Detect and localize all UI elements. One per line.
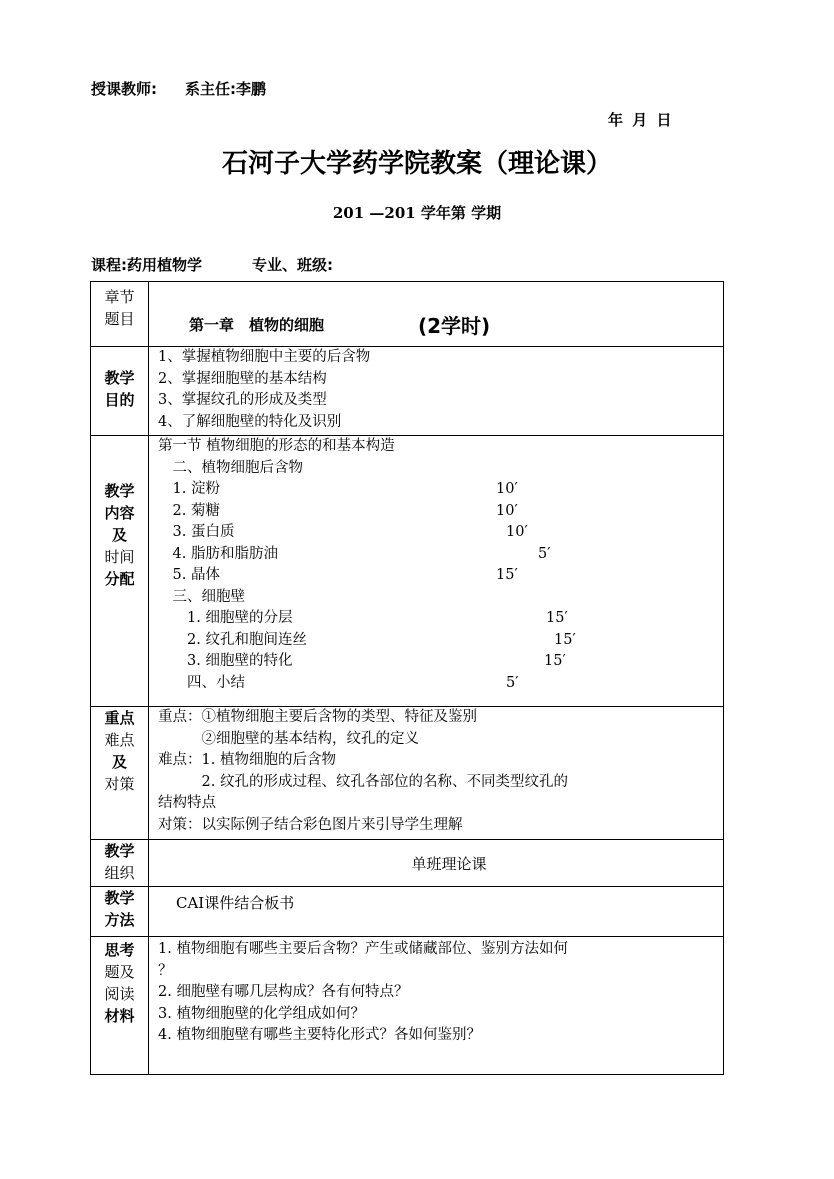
key-points-cell: [149, 707, 724, 840]
reading-label-line-1: 思考: [104, 941, 135, 959]
key-point-line: 对策：以实际例子结合彩色图片来引导学生理解: [158, 816, 463, 833]
teacher-label: 授课教师:: [91, 80, 157, 98]
time-allocation: 15′: [554, 631, 576, 648]
method-value: CAI课件结合板书: [176, 894, 295, 912]
content-line: 4. 脂肪和脂肪油 5′: [158, 544, 723, 566]
content-line: 三、细胞壁: [158, 588, 245, 605]
course-label: 课程:药用植物学: [91, 256, 202, 274]
objectives-row: [91, 347, 724, 436]
chapter-label-line-2: 题目: [104, 310, 135, 328]
time-allocation: 10′: [496, 502, 518, 519]
chapter-value-cell: [149, 282, 724, 347]
content-line: 2. 纹孔和胞间连丝 15′: [158, 630, 723, 652]
term-line: 201 —201 学年第 学期: [332, 204, 502, 222]
objectives-label-line-1: 教学: [104, 369, 135, 387]
lesson-plan-table: [90, 281, 724, 1075]
time-allocation: 15′: [544, 653, 566, 669]
method-label-line-2: 方法: [104, 911, 135, 929]
date-line: 年 月 日: [608, 111, 674, 129]
reading-line: ？: [158, 962, 173, 979]
key-points-label-cell: [91, 707, 149, 840]
chapter-label-cell: [91, 282, 149, 347]
organization-label-cell: [91, 840, 149, 887]
reading-line: 1. 植物细胞有哪些主要后含物？产生或储藏部位、鉴别方法如何: [158, 941, 568, 957]
objectives-cell: [149, 347, 724, 436]
reading-label-line-2: 题及: [104, 963, 135, 981]
objective-item: 1、掌握植物细胞中主要的后含物: [158, 349, 371, 365]
key-point-line: 难点：1. 植物细胞的后含物: [158, 752, 336, 768]
organization-cell: [149, 840, 724, 887]
reading-label-line-4: 材料: [104, 1007, 135, 1025]
page-title: 石河子大学药学院教案（理论课）: [221, 149, 612, 179]
key-points-label-line-2: 难点: [104, 731, 135, 749]
time-allocation: 5′: [538, 545, 551, 562]
reading-label-cell: [91, 937, 149, 1075]
reading-cell: [149, 937, 724, 1075]
key-points-label-line-1: 重点: [104, 709, 135, 727]
key-points-label-line-3: 及: [111, 753, 127, 771]
objective-item: 4、了解细胞壁的特化及识别: [158, 413, 342, 430]
teacher-line: [91, 78, 266, 99]
content-line: 3. 细胞壁的特化 15′: [158, 651, 723, 673]
time-allocation: 10′: [496, 481, 518, 497]
key-point-line: 2. 纹孔的形成过程、纹孔各部位的名称、不同类型纹孔的: [158, 773, 568, 790]
key-point-line: 重点：①植物细胞主要后含物的类型、特征及鉴别: [158, 709, 477, 725]
content-row: [91, 436, 724, 707]
chapter-title: 第一章 植物的细胞: [189, 316, 325, 334]
content-label-line-1: 教学: [104, 482, 135, 500]
objective-item: 2、掌握细胞壁的基本结构: [158, 370, 327, 387]
content-label-line-3: 及: [111, 526, 127, 544]
objective-item: 3、掌握纹孔的形成及类型: [158, 392, 327, 408]
method-row: [91, 887, 724, 937]
objectives-label-cell: [91, 347, 149, 436]
reading-line: 2. 细胞壁有哪几层构成？各有何特点？: [158, 984, 409, 1000]
reading-label-line-3: 阅读: [104, 985, 135, 1003]
time-allocation: 5′: [506, 674, 519, 691]
reading-line: 3. 植物细胞壁的化学组成如何？: [158, 1005, 365, 1022]
content-label-line-4: 时间: [104, 548, 135, 566]
method-cell: [149, 887, 724, 937]
method-label-cell: [91, 887, 149, 937]
organization-label-line-1: 教学: [104, 842, 135, 860]
key-point-line: ②细胞壁的基本结构，纹孔的定义: [158, 730, 419, 747]
key-point-line: 结构特点: [158, 795, 216, 811]
content-line: 2. 菊糖 10′: [158, 501, 723, 523]
content-line: 1. 淀粉 10′: [158, 479, 723, 501]
key-points-label-line-4: 对策: [104, 775, 135, 793]
content-line: 二、植物细胞后含物: [158, 459, 303, 476]
organization-value: 单班理论课: [411, 854, 487, 873]
time-allocation: 10′: [506, 524, 528, 540]
time-allocation: 15′: [496, 567, 518, 583]
content-line: 3. 蛋白质 10′: [158, 522, 723, 544]
content-line: 5. 晶体 15′: [158, 565, 723, 587]
organization-row: [91, 840, 724, 887]
content-line: 四、小结 5′: [158, 673, 723, 695]
reading-row: [91, 937, 724, 1075]
reading-line: 4. 植物细胞壁有哪些主要特化形式？各如何鉴别？: [158, 1027, 481, 1043]
content-cell: [149, 436, 724, 707]
content-line: 第一节 植物细胞的形态的和基本构造: [158, 438, 395, 454]
major-class-label: 专业、班级:: [252, 256, 333, 274]
chapter-row: [91, 282, 724, 347]
content-label-line-2: 内容: [104, 504, 135, 522]
time-allocation: 15′: [546, 610, 568, 626]
content-line: 1. 细胞壁的分层 15′: [158, 608, 723, 630]
objectives-label-line-2: 目的: [104, 391, 135, 409]
method-label-line-1: 教学: [104, 889, 135, 907]
course-line: [91, 254, 333, 275]
director-label: 系主任:李鹏: [185, 80, 266, 98]
chapter-label-line-1: 章节: [104, 288, 135, 306]
key-points-row: [91, 707, 724, 840]
content-label-cell: [91, 436, 149, 707]
organization-label-line-2: 组织: [104, 864, 135, 882]
chapter-hours: (2学时): [418, 314, 491, 338]
content-label-line-5: 分配: [104, 570, 135, 588]
